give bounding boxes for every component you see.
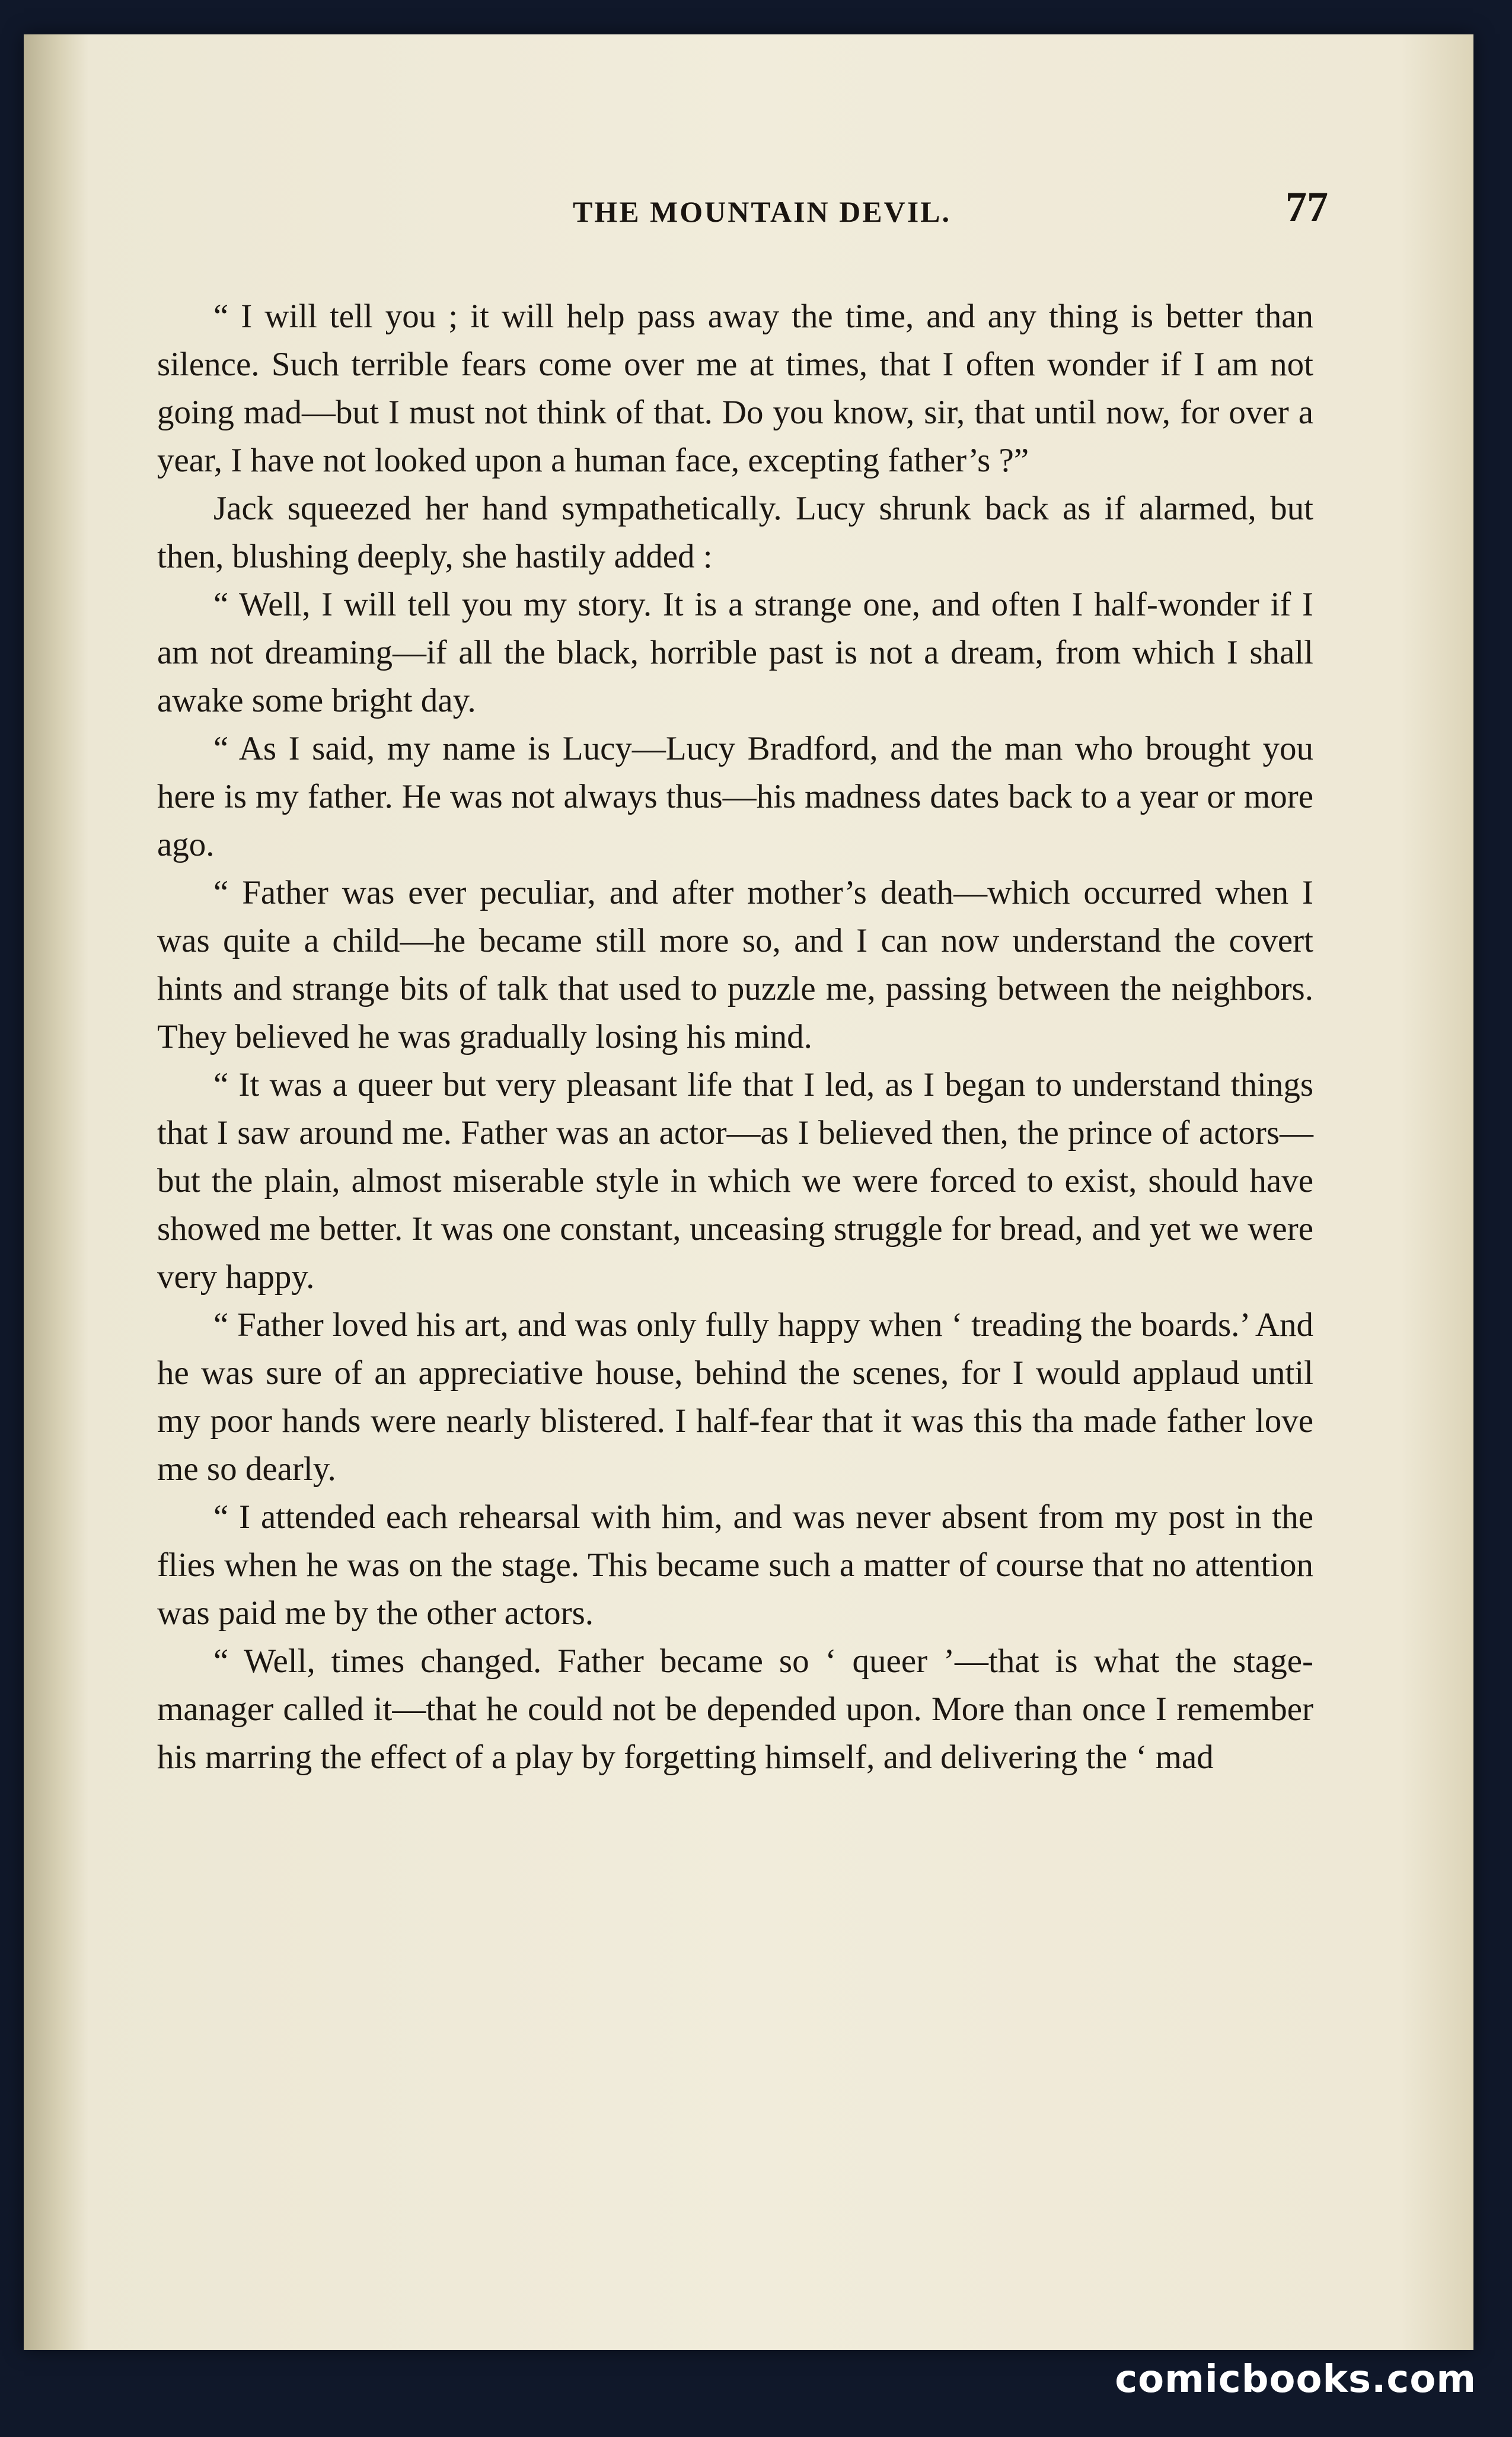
paragraph: “ Father loved his art, and was only fully happy when ‘ treading the boards.’ And he was sure of an appreciative house, behind the scenes, for I would applaud until my poor hands were nearly blistered. I half-fear that it was this tha made father love me so dearly.	[157, 1306, 1313, 1488]
body-text	[157, 292, 1313, 1781]
paragraph: “ I attended each rehearsal with him, and was never absent from my post in the flies when he was on the stage. This became such a matter of course that no attention was paid me by the other actors.	[157, 1498, 1313, 1632]
page-gutter	[24, 34, 89, 2350]
book-page	[24, 34, 1473, 2350]
paragraph: “ Well, I will tell you my story. It is a strange one, and often I half-wonder if I am not dreaming—if all the black, horrible past is not a dream, from which I shall awake some bright day.	[157, 586, 1313, 719]
paragraph: “ As I said, my name is Lucy—Lucy Bradford, and the man who brought you here is my father. He was not always thus—his madness dates back to a year or more ago.	[157, 730, 1313, 863]
paragraph: “ It was a queer but very pleasant life that I led, as I began to understand things that I saw around me. Father was an actor—as I believed then, the prince of actors—but the plain, almost miserable style in which we were forced to exist, should have showed me better. It was one constant, unceasing struggle for bread, and yet we were very happy.	[157, 1066, 1313, 1296]
page-header	[196, 171, 1328, 242]
running-head: THE MOUNTAIN DEVIL.	[572, 195, 952, 228]
paragraph: Jack squeezed her hand sympathetically. Lucy shrunk back as if alarmed, but then, blushing deeply, she hastily added :	[157, 490, 1313, 575]
watermark: comicbooks.com	[1115, 2358, 1476, 2401]
paragraph: “ Well, times changed. Father became so ‘ queer ’—that is what the stage-manager called it—that he could not be depended upon. More than once I remember his marring the effect of a play by forgetting himself, and delivering the ‘ mad	[157, 1642, 1313, 1776]
paragraph: “ Father was ever peculiar, and after mother’s death—which occurred when I was quite a child—he became still more so, and I can now understand the covert hints and strange bits of talk that used to puzzle me, passing between the neighbors. They believed he was gradually losing his mind.	[157, 874, 1313, 1055]
page-number: 77	[1285, 183, 1328, 231]
paragraph: “ I will tell you ; it will help pass away the time, and any thing is better than silence. Such terrible fears come over me at times, that I often wonder if I am not going mad—but I must not think of that. Do you know, sir, that until now, for over a year, I have not looked upon a human face, excepting father’s ?”	[157, 298, 1313, 479]
